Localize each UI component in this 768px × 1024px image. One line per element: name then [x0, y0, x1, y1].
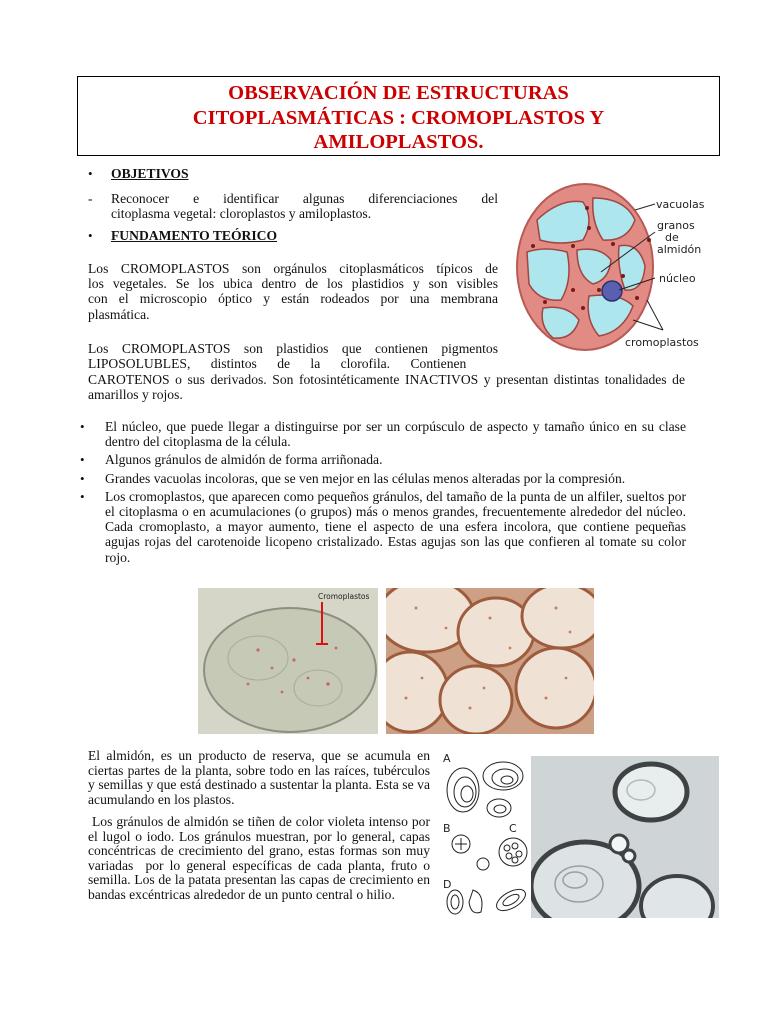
para2-line-1: Los CROMOPLASTOS son plastidios que contienen pigmentos — [88, 341, 498, 356]
label-granos: granos — [657, 219, 695, 232]
list-item-text: Algunos gránulos de almidón de forma arriñonada. — [105, 452, 383, 468]
section-heading-fundamento: FUNDAMENTO TEÓRICO — [111, 228, 278, 243]
starch-micrograph — [531, 756, 719, 918]
starch-grain — [641, 876, 713, 918]
title-line-1: OBSERVACIÓN DE ESTRUCTURAS — [228, 82, 569, 104]
label-cromoplastos: cromoplastos — [625, 336, 699, 349]
title-line-2: CITOPLASMÁTICAS : CROMOPLASTOS Y — [192, 106, 605, 129]
starch-grain — [615, 764, 687, 820]
label-b: B — [443, 822, 451, 835]
micrograph-1-svg — [198, 588, 378, 734]
bullet: • — [88, 228, 93, 243]
micrograph-cromoplastos — [198, 588, 378, 734]
para1-line-3: con el microscopio óptico y están rodeados por una membrana — [88, 291, 498, 307]
cell-diagram-svg — [515, 180, 715, 355]
micrograph-2-svg — [386, 588, 594, 734]
list-item-text: Los cromoplastos, que aparecen como pequeños gránulos, del tamaño de la punta de un alfiler, sueltos por el citoplasma o en acumulaciones (o grupos) más o menos grandes, frecuentemente alrededor del núcleo. Cada cromoplasto, a mayor aumento, tiene el aspecto de una esfera incolora, que contiene pequeñas agujas rojas del carotenoide licopeno cristalizado. Estas agujas son las que confieren al tomate su color rojo. — [105, 488, 686, 565]
label-c: C — [509, 822, 517, 835]
fundamento-paragraph-2-tail: CAROTENOS o sus derivados. Son fotosintéticamente INACTIVOS y presentan distintas tonalidades de amarillos y rojos. — [88, 372, 685, 403]
objetivos-text — [111, 191, 498, 221]
objetivos-line-2: citoplasma vegetal: cloroplastos y amiloplastos. — [111, 206, 372, 222]
title-box — [77, 76, 720, 156]
para1-line-1: Los CROMOPLASTOS son orgánulos citoplasmáticos típicos de — [88, 261, 498, 276]
micrograph-tomato-cells — [386, 588, 594, 734]
dash-marker: - — [88, 191, 93, 206]
label-d: D — [443, 878, 452, 891]
label-almidon: almidón — [657, 243, 702, 256]
tomato-cell — [516, 648, 594, 728]
tomato-cell — [440, 666, 512, 734]
bullet: • — [80, 452, 85, 468]
label-vacuolas: vacuolas — [656, 198, 705, 211]
list-item — [80, 419, 686, 449]
micrograph-label: Cromoplastos — [318, 592, 370, 601]
starch-grains-drawing — [441, 752, 531, 922]
list-item — [80, 471, 686, 486]
list-item — [80, 489, 686, 565]
para1-line-2: los vegetales. Se los ubica dentro de los plastidios y son visibles — [88, 276, 498, 292]
starch-drawing-svg — [441, 752, 531, 922]
tomato-cell — [522, 588, 594, 648]
bullet: • — [80, 488, 85, 504]
starch-micrograph-svg — [531, 756, 719, 918]
bullet: • — [80, 470, 85, 486]
almidon-paragraph-1: El almidón, es un producto de reserva, que se acumula en ciertas partes de la planta, sobre todo en las raíces, tubérculos y semillas y que está destinado a sustentar la planta. Esta se va acumulando en los plastos. — [88, 748, 430, 807]
para2-line-2: LIPOSOLUBLES, distintos de la clorofila. Contienen — [88, 356, 467, 372]
page-title — [78, 81, 719, 155]
list-item-text: El núcleo, que puede llegar a distinguirse por ser un corpúsculo de aspecto y tamaño único en su clase dentro del citoplasma de la célula. — [105, 419, 686, 450]
fundamento-paragraph-1 — [88, 261, 498, 322]
fundamento-paragraph-2 — [88, 341, 498, 371]
cell-outline — [204, 608, 376, 732]
nucleus — [602, 281, 622, 301]
bullet: • — [88, 166, 93, 181]
label-nucleo: núcleo — [659, 272, 696, 285]
label-de: de — [665, 231, 679, 244]
list-item — [80, 452, 686, 467]
label-a: A — [443, 752, 451, 765]
title-line-3: AMILOPLASTOS. — [313, 131, 484, 153]
list-item-text: Grandes vacuolas incoloras, que se ven mejor en las células menos alteradas por la compresión. — [105, 470, 626, 486]
section-heading-objetivos: OBJETIVOS — [111, 166, 189, 181]
objetivos-line-1: Reconocer e identificar algunas diferenciaciones del — [111, 191, 498, 206]
almidon-paragraph-2: Los gránulos de almidón se tiñen de color violeta intenso por el lugol o iodo. Los gránulos muestran, por lo general, capas concéntricas de crecimiento del grano, estas formas son muy variadas por lo general específicas de cada planta, fruto o semilla. Los de la patata presentan las capas de crecimiento en bandas excéntricas alrededor de un punto central o hilio. — [88, 814, 434, 902]
bullet: • — [80, 419, 85, 434]
tomato-cell — [386, 652, 448, 732]
observation-list — [80, 419, 686, 565]
cell-diagram — [515, 180, 715, 355]
para1-line-4: plasmática. — [88, 306, 150, 322]
